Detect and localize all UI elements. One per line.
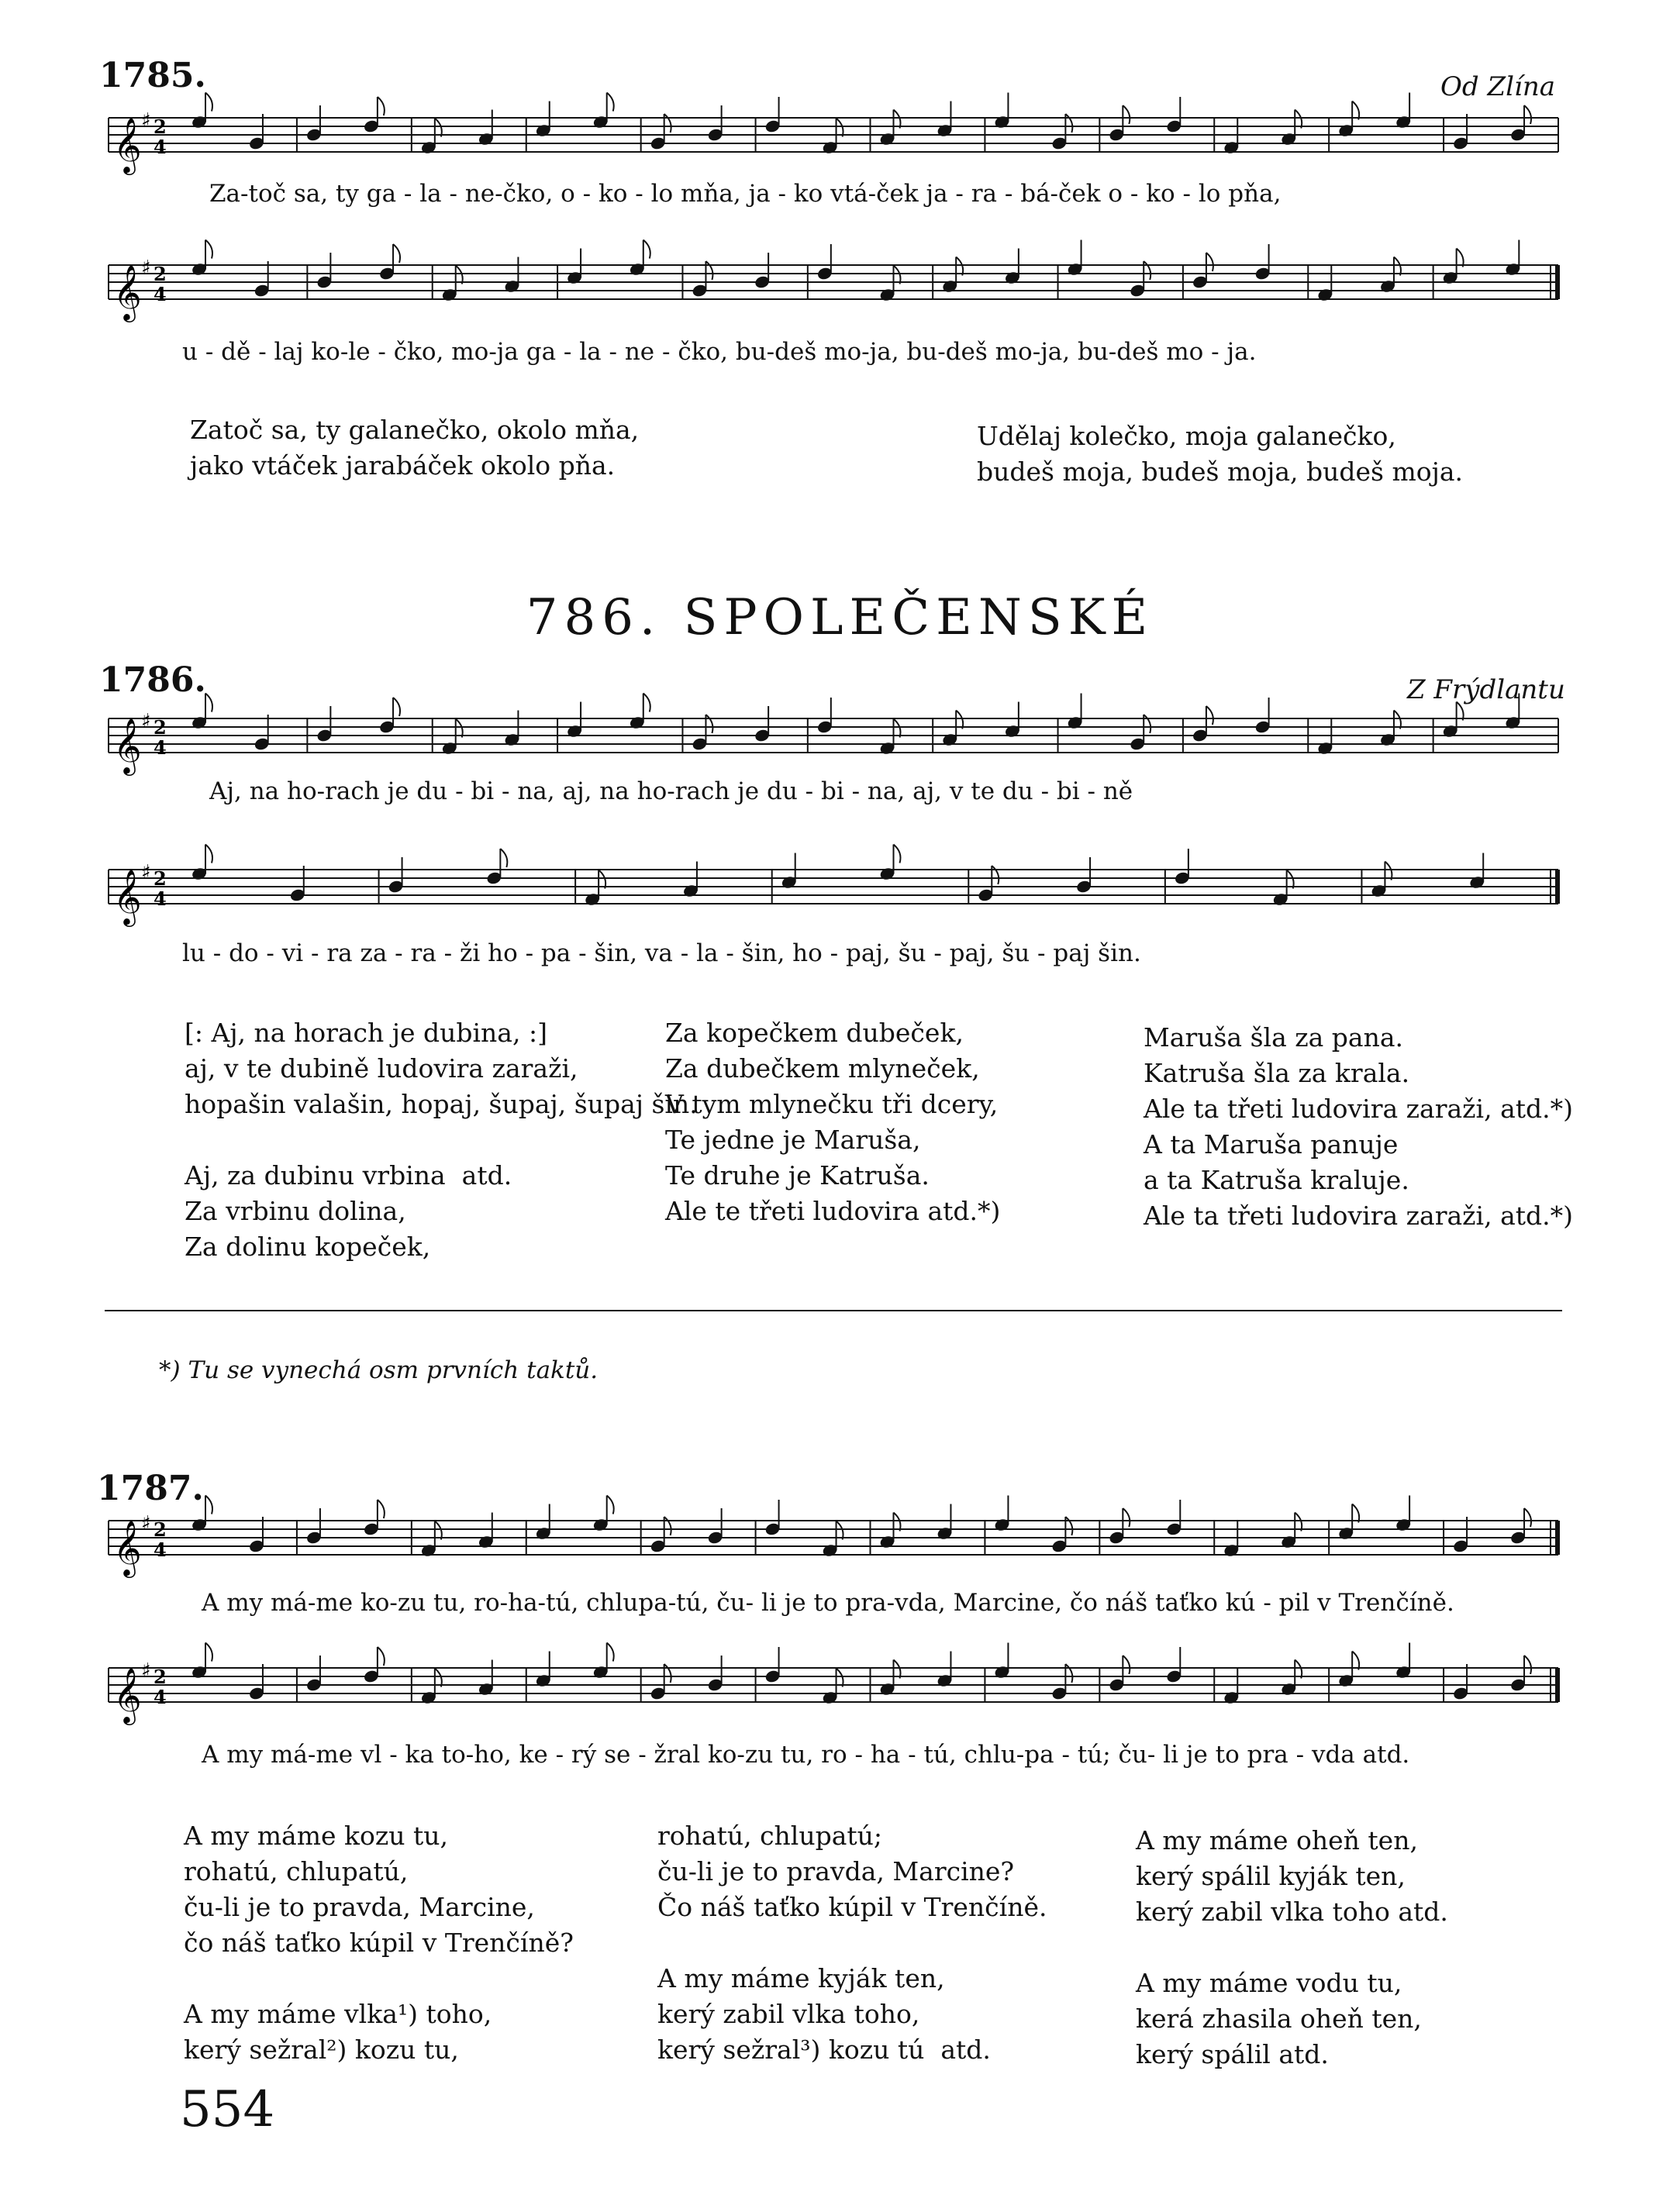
- note-flag: [1065, 1517, 1072, 1535]
- final-barline-thick: [1555, 265, 1560, 299]
- note-flag: [435, 1521, 442, 1540]
- song-origin: Z Frýdlantu: [1407, 674, 1565, 705]
- note-flag: [705, 261, 712, 280]
- lyric-line: u - dě - laj ko-le - čko, mo-ja ga - la - ne - čko, bu-deš mo-ja, bu-deš mo-ja, bu-deš mo - ja.: [182, 338, 1257, 366]
- verse-block: Zatoč sa, ty galanečko, okolo mňa, jako vtáček jarabáček okolo pňa.: [190, 415, 640, 481]
- note-flag: [956, 711, 963, 729]
- note-flag: [1352, 1652, 1359, 1670]
- time-signature-bottom: 4: [154, 283, 167, 305]
- song-number: 1785.: [99, 56, 206, 95]
- song-number: 1786.: [99, 660, 206, 700]
- note-flag: [500, 849, 507, 867]
- music-staff: [0, 256, 1680, 318]
- note-flag: [1394, 711, 1401, 729]
- note-flag: [205, 1496, 212, 1514]
- note-flag: [1287, 870, 1294, 889]
- time-signature-bottom: 4: [154, 1538, 167, 1561]
- note-flag: [1394, 257, 1401, 276]
- note-flag: [705, 715, 712, 733]
- note-flag: [378, 1500, 385, 1518]
- final-barline-thick: [1555, 870, 1560, 904]
- sharp-icon: ♯: [141, 861, 151, 884]
- note-flag: [205, 845, 212, 863]
- note-flag: [1295, 1513, 1302, 1532]
- note-flag: [1524, 105, 1531, 124]
- treble-clef-icon: 𝄞: [113, 116, 142, 173]
- verse-block: rohatú, chlupatú; ču-li je to pravda, Marcine? Čo náš taťko kúpil v Trenčíně. A my máme kyják ten, kerý zabil vlka toho, kerý sežral³) kozu tú atd.: [657, 1821, 1047, 2065]
- note-flag: [607, 93, 614, 112]
- note-flag: [837, 1669, 843, 1687]
- note-flag: [205, 93, 212, 112]
- note-flag: [1295, 1660, 1302, 1679]
- note-flag: [837, 1521, 843, 1540]
- sharp-icon: ♯: [141, 710, 151, 733]
- final-barline-thick: [1555, 1521, 1560, 1555]
- treble-clef-icon: 𝄞: [113, 1666, 142, 1723]
- time-signature-top: 2: [154, 1666, 167, 1688]
- time-signature-bottom: 4: [154, 736, 167, 759]
- lyric-line: Aj, na ho-rach je du - bi - na, aj, na ho-rach je du - bi - na, aj, v te du - bi - ně: [209, 777, 1133, 805]
- note-flag: [1144, 261, 1150, 280]
- note-flag: [456, 266, 463, 284]
- note-flag: [393, 698, 400, 716]
- verse-block: [: Aj, na horach je dubina, :] aj, v te dubině ludovira zaraži, hopašin valašin, hopaj, šupaj, šupaj šin. Aj, za dubinu vrbina atd. Za vrbinu dolina, Za dolinu kopeček,: [185, 1018, 698, 1262]
- note-flag: [1457, 249, 1464, 267]
- time-signature-top: 2: [154, 263, 167, 285]
- note-flag: [894, 266, 901, 284]
- note-flag: [1206, 253, 1213, 271]
- sharp-icon: ♯: [141, 1512, 151, 1535]
- note-flag: [456, 719, 463, 738]
- music-staff: [0, 109, 1680, 171]
- note-flag: [894, 719, 901, 738]
- note-flag: [599, 870, 605, 889]
- note-flag: [956, 257, 963, 276]
- note-flag: [992, 866, 999, 884]
- note-flag: [894, 1660, 901, 1679]
- note-flag: [435, 119, 442, 137]
- section-title: 786. SPOLEČENSKÉ: [526, 589, 1154, 646]
- lyric-line: Za-toč sa, ty ga - la - ne-čko, o - ko - lo mňa, ja - ko vtá-ček ja - ra - bá-ček o - ko - lo pňa,: [209, 180, 1282, 208]
- time-signature-bottom: 4: [154, 1686, 167, 1708]
- verse-block: Udělaj kolečko, moja galanečko, budeš moja, budeš moja, budeš moja.: [977, 421, 1464, 487]
- note-flag: [1123, 1656, 1130, 1674]
- note-flag: [894, 845, 901, 863]
- note-flag: [1206, 706, 1213, 725]
- note-flag: [1065, 1664, 1072, 1683]
- time-signature-bottom: 4: [154, 136, 167, 158]
- final-barline-thick: [1555, 1668, 1560, 1702]
- note-flag: [894, 1513, 901, 1532]
- note-flag: [1295, 110, 1302, 129]
- note-flag: [378, 97, 385, 115]
- note-flag: [205, 694, 212, 712]
- note-flag: [1524, 1656, 1531, 1674]
- verse-block: A my máme kozu tu, rohatú, chlupatú, ču-li je to pravda, Marcine, čo náš taťko kúpil v Trenčíně? A my máme vlka¹) toho, kerý sežral²) kozu tu,: [184, 1821, 574, 2065]
- footnote: *) Tu se vynechá osm prvních taktů.: [159, 1356, 599, 1384]
- note-flag: [1385, 862, 1392, 880]
- note-flag: [664, 114, 671, 133]
- note-flag: [894, 110, 901, 129]
- sharp-icon: ♯: [141, 257, 151, 280]
- treble-clef-icon: 𝄞: [113, 717, 142, 774]
- lyric-line: lu - do - vi - ra za - ra - ži ho - pa - šin, va - la - šin, ho - paj, šu - paj, šu - paj šin.: [182, 939, 1141, 967]
- note-flag: [664, 1664, 671, 1683]
- note-flag: [837, 119, 843, 137]
- sharp-icon: ♯: [141, 1659, 151, 1683]
- note-flag: [643, 240, 650, 259]
- treble-clef-icon: 𝄞: [113, 264, 142, 320]
- song-number: 1787.: [97, 1469, 204, 1508]
- treble-clef-icon: 𝄞: [113, 1519, 142, 1576]
- note-flag: [378, 1647, 385, 1666]
- time-signature-top: 2: [154, 1518, 167, 1541]
- music-staff: [0, 860, 1680, 925]
- note-flag: [643, 694, 650, 712]
- verse-block: A my máme oheň ten, kerý spálil kyják ten, kerý zabil vlka toho atd. A my máme vodu tu, kerá zhasila oheň ten, kerý spálil atd.: [1136, 1825, 1448, 2069]
- note-flag: [1123, 1508, 1130, 1527]
- note-flag: [1123, 105, 1130, 124]
- verse-block: Za kopečkem dubeček, Za dubečkem mlyneček, V tym mlynečku tři dcery, Te jedne je Maruša, Te druhe je Katruša. Ale te třeti ludovira atd.*): [665, 1018, 1001, 1226]
- note-flag: [1352, 102, 1359, 120]
- verse-block: Maruša šla za pana. Katruša šla za krala. Ale ta třeti ludovira zaraži, atd.*) A ta Maruša panuje a ta Katruša kraluje. Ale ta třeti ludovira zaraži, atd.*): [1144, 1022, 1573, 1231]
- music-staff: [0, 1511, 1680, 1576]
- note-flag: [607, 1643, 614, 1662]
- footnote-rule: [105, 1310, 1562, 1311]
- sharp-icon: ♯: [141, 109, 151, 133]
- time-signature-bottom: 4: [154, 887, 167, 910]
- note-flag: [1524, 1508, 1531, 1527]
- time-signature-top: 2: [154, 115, 167, 138]
- note-flag: [1352, 1504, 1359, 1523]
- note-flag: [205, 1643, 212, 1662]
- time-signature-top: 2: [154, 867, 167, 890]
- song-origin: Od Zlína: [1440, 71, 1555, 102]
- lyric-line: A my má-me ko-zu tu, ro-ha-tú, chlupa-tú, ču- li je to pra-vda, Marcine, čo náš taťko kú - pil v Trenčíně.: [202, 1589, 1454, 1617]
- treble-clef-icon: 𝄞: [113, 868, 142, 925]
- note-flag: [664, 1517, 671, 1535]
- music-staff: [0, 1659, 1680, 1721]
- note-flag: [607, 1496, 614, 1514]
- note-flag: [393, 244, 400, 263]
- note-flag: [205, 240, 212, 259]
- note-flag: [1144, 715, 1150, 733]
- page-number: 554: [180, 2081, 275, 2138]
- note-flag: [435, 1669, 442, 1687]
- note-flag: [1065, 114, 1072, 133]
- music-staff: [0, 709, 1680, 774]
- lyric-line: A my má-me vl - ka to-ho, ke - rý se - žral ko-zu tu, ro - ha - tú, chlu-pa - tú; ču- li je to pra - vda atd.: [202, 1741, 1410, 1769]
- time-signature-top: 2: [154, 716, 167, 739]
